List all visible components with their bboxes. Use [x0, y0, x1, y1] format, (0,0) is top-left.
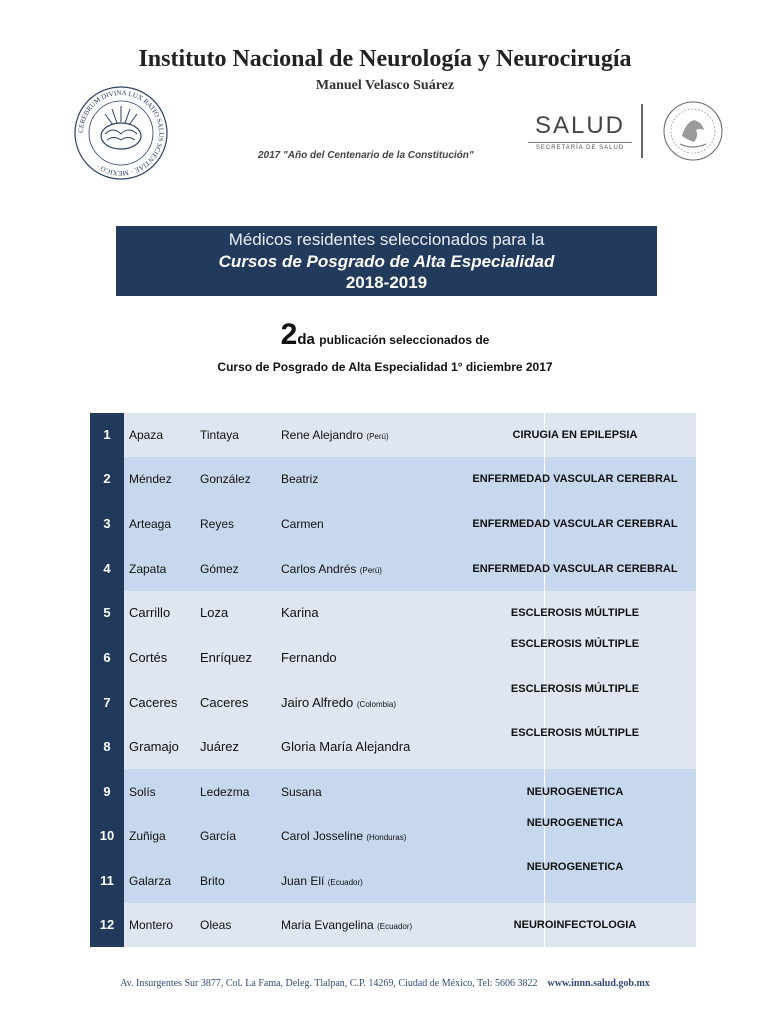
- row-number: 6: [103, 650, 111, 665]
- given-name: [281, 681, 396, 725]
- row-number: 4: [103, 561, 111, 576]
- banner-line-1: Médicos residentes seleccionados para la: [228, 230, 545, 249]
- course-label: ESCLEROSIS MÚLTIPLE: [510, 727, 640, 739]
- given-name: [281, 859, 363, 903]
- course-label: ENFERMEDAD VASCULAR CEREBRAL: [472, 518, 678, 530]
- course-label: ESCLEROSIS MÚLTIPLE: [510, 607, 640, 619]
- salud-logo-rule: [528, 142, 632, 143]
- second-surname: Oleas: [200, 918, 232, 932]
- first-surname: Méndez: [129, 472, 172, 486]
- banner-line-3: 2018-2019: [345, 273, 428, 292]
- salud-logo-word: SALUD: [534, 112, 626, 139]
- title-banner: [116, 226, 657, 296]
- course-label: NEUROINFECTOLOGIA: [513, 919, 637, 931]
- course-label: ENFERMEDAD VASCULAR CEREBRAL: [472, 473, 678, 485]
- first-surname: Solís: [129, 785, 156, 799]
- publication-text: publicación seleccionados de: [319, 333, 490, 347]
- given-name-text: Carmen: [281, 517, 324, 531]
- given-name-text: Rene Alejandro: [281, 428, 364, 442]
- first-surname: Zuñiga: [129, 829, 166, 843]
- first-surname: Galarza: [129, 874, 172, 888]
- first-surname: Carrillo: [129, 605, 171, 620]
- institute-subtitle: Manuel Velasco Suárez: [315, 78, 455, 93]
- given-name-text: Jairo Alfredo: [281, 695, 354, 710]
- given-name: [281, 636, 337, 680]
- given-name-text: Gloria María Alejandra: [281, 739, 411, 754]
- first-surname: Caceres: [129, 695, 178, 710]
- row-number: 7: [103, 695, 111, 710]
- salud-logo: [520, 112, 640, 151]
- given-name: [281, 770, 322, 814]
- course-label: NEUROGENETICA: [526, 786, 624, 798]
- given-name-text: Juan Elí: [281, 874, 325, 888]
- first-surname: Gramajo: [129, 739, 179, 754]
- institute-seal-logo: [72, 84, 170, 182]
- first-surname: Arteaga: [129, 517, 172, 531]
- logo-divider: [641, 104, 643, 158]
- country-note: (Perú): [366, 432, 389, 441]
- given-name: [281, 591, 319, 635]
- second-surname: González: [200, 472, 251, 486]
- given-name-text: Susana: [281, 785, 322, 799]
- given-name: [281, 814, 406, 858]
- course-label: ENFERMEDAD VASCULAR CEREBRAL: [472, 563, 678, 575]
- given-name-text: Beatriz: [281, 472, 319, 486]
- row-number: 3: [103, 516, 111, 531]
- given-name: [281, 413, 389, 457]
- row-number: 9: [103, 784, 111, 799]
- row-number: 5: [103, 605, 111, 620]
- given-name: [281, 547, 382, 591]
- given-name: [281, 457, 318, 501]
- row-number: 10: [99, 828, 115, 843]
- row-number: 8: [103, 739, 111, 754]
- seal-text: CEREBRUM DIVINA LUX RATIO SALUS SCIENTIAE · MEXICO ·: [76, 88, 166, 178]
- row-number: 11: [100, 873, 114, 888]
- svg-text:CEREBRUM DIVINA LUX RATIO SALU: [77, 89, 165, 177]
- course-line: Curso de Posgrado de Alta Especialidad 1° diciembre 2017: [217, 360, 553, 374]
- second-surname: Loza: [200, 605, 229, 620]
- given-name: [281, 903, 412, 947]
- publication-ordinal: da: [297, 331, 315, 348]
- second-surname: Reyes: [200, 517, 235, 531]
- given-name-text: Fernando: [281, 650, 337, 665]
- row-number: 1: [103, 427, 111, 442]
- first-surname: Zapata: [129, 562, 167, 576]
- publication-heading: [0, 318, 770, 352]
- given-name: [281, 502, 324, 546]
- course-label: NEUROGENETICA: [526, 817, 624, 829]
- given-name-text: Maria Evangelina: [281, 918, 374, 932]
- country-note: (Perú): [359, 566, 382, 575]
- footer: [0, 978, 770, 989]
- second-surname: Juárez: [200, 739, 240, 754]
- given-name-text: Carlos Andrés: [281, 562, 357, 576]
- footer-website: www.innn.salud.gob.mx: [547, 978, 650, 989]
- course-label: NEUROGENETICA: [526, 861, 624, 873]
- country-note: (Colombia): [356, 700, 397, 709]
- second-surname: Caceres: [200, 695, 249, 710]
- course-label: ESCLEROSIS MÚLTIPLE: [510, 683, 640, 695]
- country-note: (Ecuador): [377, 922, 413, 931]
- row-number: 2: [103, 471, 111, 486]
- centenary-note: 2017 "Año del Centenario de la Constitución": [258, 150, 474, 161]
- second-surname: García: [200, 829, 237, 843]
- first-surname: Montero: [129, 918, 174, 932]
- course-label: ESCLEROSIS MÚLTIPLE: [510, 638, 640, 650]
- second-surname: Tintaya: [200, 428, 239, 442]
- given-name-text: Karina: [281, 605, 319, 620]
- banner-line-2: Cursos de Posgrado de Alta Especialidad: [218, 252, 555, 271]
- first-surname: Apaza: [129, 428, 164, 442]
- course-label: CIRUGIA EN EPILEPSIA: [512, 429, 638, 441]
- second-surname: Brito: [200, 874, 225, 888]
- given-name-text: Carol Josseline: [281, 829, 364, 843]
- second-surname: Ledezma: [200, 785, 250, 799]
- coat-of-arms-emblem: [662, 100, 724, 162]
- row-number: 12: [99, 917, 115, 932]
- country-note: (Honduras): [366, 833, 407, 842]
- publication-number: 2: [280, 318, 298, 351]
- salud-logo-subtitle: SECRETARÍA DE SALUD: [535, 145, 625, 151]
- second-surname: Enríquez: [200, 650, 253, 665]
- second-surname: Gómez: [200, 562, 239, 576]
- given-name: [281, 725, 410, 769]
- country-note: (Ecuador): [327, 878, 363, 887]
- footer-address: Av. Insurgentes Sur 3877, Col. La Fama, Deleg. Tlalpan, C.P. 14269, Ciudad de México, Tel: 5606 3822: [120, 978, 538, 989]
- residents-table: [90, 413, 696, 947]
- institute-title: Instituto Nacional de Neurología y Neurocirugía: [138, 46, 632, 72]
- first-surname: Cortés: [129, 650, 168, 665]
